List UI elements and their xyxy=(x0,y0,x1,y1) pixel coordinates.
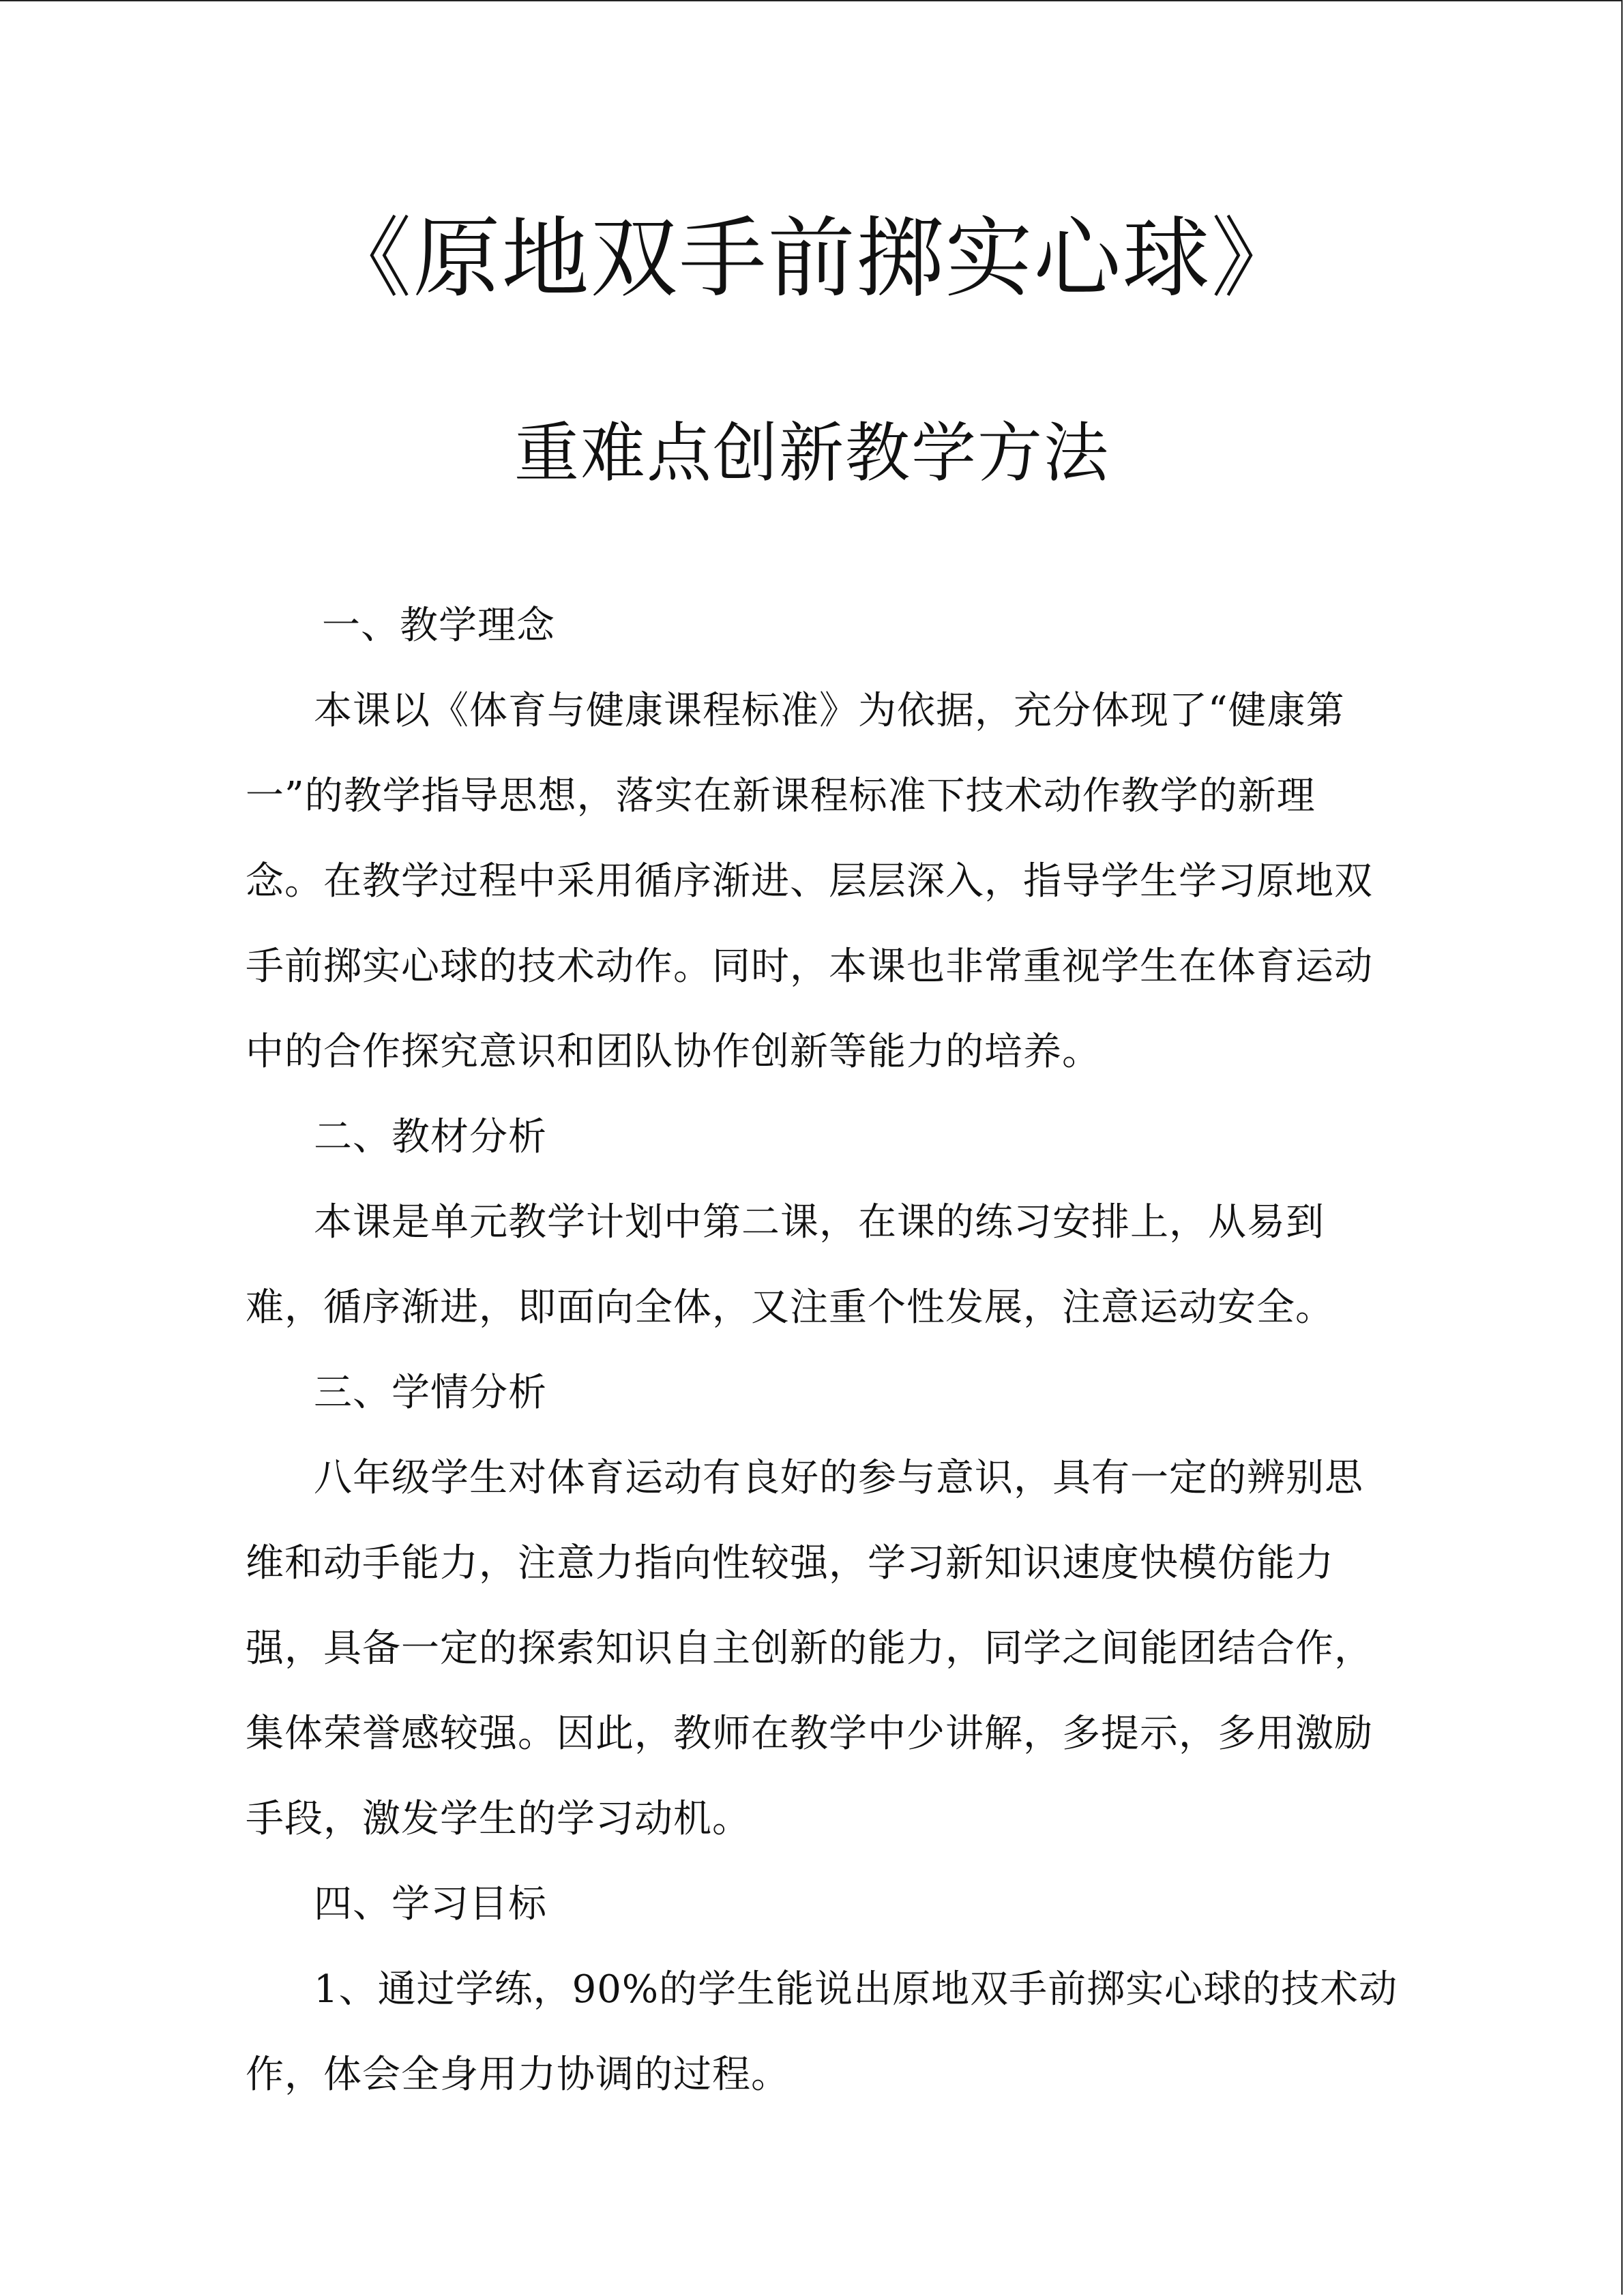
paragraph-line: 强，具备一定的探索知识自主创新的能力，同学之间能团结合作， xyxy=(246,1626,1373,1671)
paragraph-line: 作，体会全身用力协调的过程。 xyxy=(246,2053,790,2097)
paragraph-line: 维和动手能力，注意力指向性较强，学习新知识速度快模仿能力 xyxy=(246,1541,1334,1585)
paragraph-line: 中的合作探究意识和团队协作创新等能力的培养。 xyxy=(246,1030,1101,1074)
paragraph-line: 手段，激发学生的学习动机。 xyxy=(246,1797,751,1841)
paragraph-line: 本课以《体育与健康课程标准》为依据，充分体现了“健康第 xyxy=(314,689,1345,733)
paragraph-line: 集体荣誉感较强。因此，教师在教学中少讲解，多提示，多用激励 xyxy=(246,1712,1373,1756)
paragraph-line: 难，循序渐进，即面向全体，又注重个性发展，注意运动安全。 xyxy=(246,1285,1334,1330)
paragraph-line: 本课是单元教学计划中第二课，在课的练习安排上，从易到 xyxy=(314,1200,1325,1244)
document-title: 《原地双手前掷实心球》 xyxy=(324,208,1300,310)
document-subtitle: 重难点创新教学方法 xyxy=(514,416,1110,491)
section-heading-learning-goals: 四、学习目标 xyxy=(314,1882,547,1926)
section-heading-student-analysis: 三、学情分析 xyxy=(314,1371,547,1415)
section-heading-textbook-analysis: 二、教材分析 xyxy=(314,1115,547,1159)
paragraph-line: 一”的教学指导思想，落实在新课程标准下技术动作教学的新理 xyxy=(246,774,1316,818)
paragraph-line: 手前掷实心球的技术动作。同时，本课也非常重视学生在体育运动 xyxy=(246,944,1373,989)
paragraph-line: 念。在教学过程中采用循序渐进、层层深入，指导学生学习原地双 xyxy=(246,859,1373,904)
paragraph-line: 八年级学生对体育运动有良好的参与意识，具有一定的辨别思 xyxy=(314,1456,1363,1500)
paragraph-line: 1、通过学练，90%的学生能说出原地双手前掷实心球的技术动 xyxy=(314,1967,1398,2012)
section-heading-teaching-philosophy: 一、教学理念 xyxy=(322,603,555,648)
document-body xyxy=(246,583,1398,2117)
